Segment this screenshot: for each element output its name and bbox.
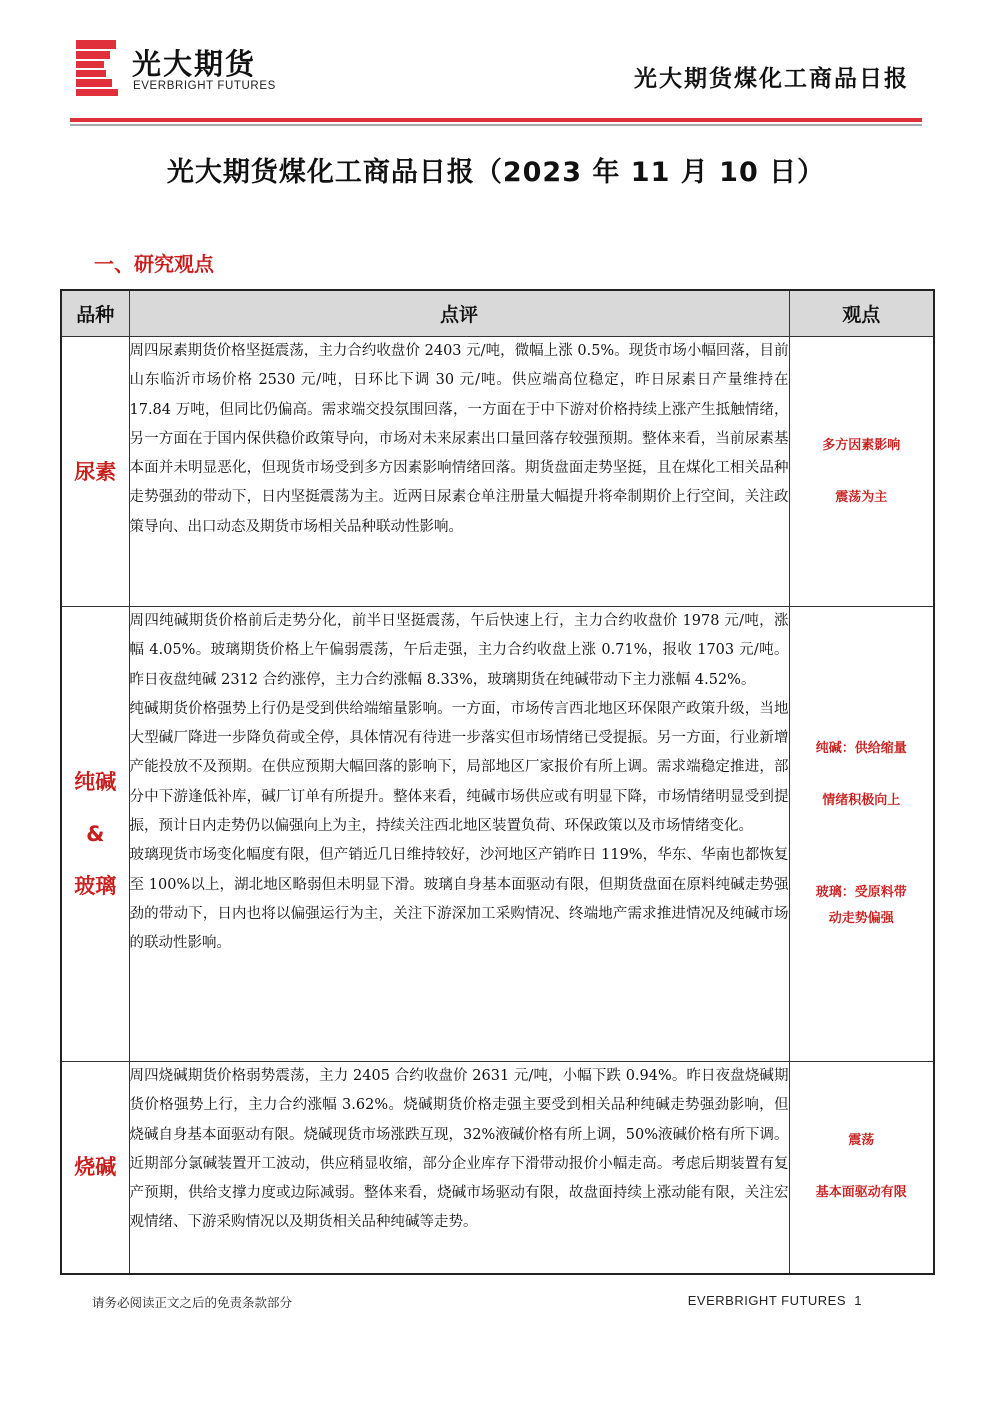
table-row-soda-glass	[61, 607, 934, 1062]
page-number: 1	[854, 1293, 862, 1308]
comment-cell	[129, 607, 789, 1062]
research-table	[60, 289, 935, 1275]
table-row-urea	[61, 337, 934, 607]
view-text: 情绪积极向上	[822, 793, 901, 808]
view-text: 震荡为主	[835, 489, 888, 505]
footer-brand	[688, 1293, 862, 1308]
everbright-logo-icon	[76, 40, 124, 96]
logo-cn-text: 光大期货	[132, 47, 257, 81]
variety-cell	[61, 337, 129, 607]
variety-label: 玻璃	[74, 874, 117, 898]
document-title: 光大期货煤化工商品日报（2023 年 11 月 10 日）	[166, 157, 826, 188]
view-text: 基本面驱动有限	[815, 1185, 907, 1201]
variety-cell	[61, 607, 129, 1062]
header-divider-gray	[70, 124, 922, 126]
view-text: 玻璃：受原料带	[815, 885, 907, 900]
logo-en-text: EVERBRIGHT FUTURES	[133, 80, 276, 92]
header-view: 观点	[789, 290, 934, 337]
header-variety: 品种	[61, 290, 129, 337]
variety-label: 尿素	[74, 459, 117, 484]
company-logo	[76, 40, 286, 96]
variety-label: 纯碱	[74, 770, 117, 794]
header-report-name: 光大期货煤化工商品日报	[634, 66, 909, 92]
view-text: 多方因素影响	[822, 437, 901, 453]
view-cell	[789, 607, 934, 1062]
view-cell	[789, 1062, 934, 1274]
table-header-row	[61, 290, 934, 337]
footer-disclaimer: 请务必阅读正文之后的免责条款部分	[92, 1295, 293, 1310]
header-comment: 点评	[129, 290, 789, 337]
header-divider-red	[70, 118, 922, 122]
view-text: 纯碱：供给缩量	[815, 741, 907, 756]
view-text: 动走势偏强	[828, 911, 894, 926]
comment-cell	[129, 1062, 789, 1274]
table-row-caustic-soda	[61, 1062, 934, 1274]
variety-label: &	[86, 822, 105, 846]
variety-cell	[61, 1062, 129, 1274]
comment-paragraph: 周四烧碱期货价格弱势震荡，主力 2405 合约收盘价 2631 元/吨，小幅下跌 0.94%。昨日夜盘烧碱期货价格强势上行，主力合约涨幅 3.62%。烧碱期货价格走强主要受到相关品种纯碱走势强劲影响，但烧碱自身基本面驱动有限。烧碱现货市场涨跌互现，32%液碱价格有所上调，50%液碱价格有所下调。近期部分氯碱装置开工波动，供应稍显收缩，部分企业库存下滑带动报价小幅走高。考虑后期装置有复产预期，供给支撑力度或边际减弱。整体来看，烧碱市场驱动有限，故盘面持续上涨动能有限，关注宏观情绪、下游采购情况以及期货相关品种纯碱等走势。	[129, 1068, 789, 1231]
section-title: 一、研究观点	[94, 252, 214, 276]
comment-paragraph: 纯碱期货价格强势上行仍是受到供给端缩量影响。一方面，市场传言西北地区环保限产政策升级，当地大型碱厂降进一步降负荷或全停，具体情况有待进一步落实但市场情绪已受提振。另一方面，行业新增产能投放不及预期。在供应预期大幅回落的影响下，局部地区厂家报价有所上调。需求端稳定推进，部分中下游逢低补库，碱厂订单有所提升。整体来看，纯碱市场供应或有明显下降，市场情绪明显受到提振，预计日内走势仍以偏强向上为主，持续关注西北地区装置负荷、环保政策以及市场情绪变化。	[129, 700, 789, 835]
comment-cell	[129, 337, 789, 607]
view-cell	[789, 337, 934, 607]
comment-paragraph: 周四纯碱期货价格前后走势分化，前半日坚挺震荡，午后快速上行，主力合约收盘价 1978 元/吨，涨幅 4.05%。玻璃期货价格上午偏弱震荡，午后走强，主力合约收盘上涨 0.71%，报收 1703 元/吨。昨日夜盘纯碱 2312 合约涨停，主力合约涨幅 8.33%，玻璃期货在纯碱带动下主力涨幅 4.52%。	[129, 613, 789, 688]
comment-paragraph: 周四尿素期货价格坚挺震荡，主力合约收盘价 2403 元/吨，微幅上涨 0.5%。现货市场小幅回落，目前山东临沂市场价格 2530 元/吨，日环比下调 30 元/吨。供应端高位稳定，昨日尿素日产量维持在 17.84 万吨，但同比仍偏高。需求端交投氛围回落，一方面在于中下游对价格持续上涨产生抵触情绪，另一方面在于国内保供稳价政策导向，市场对未来尿素出口量回落存较强预期。整体来看，当前尿素基本面并未明显恶化，但现货市场受到多方因素影响情绪回落。期货盘面走势坚挺，且在煤化工相关品种走势强劲的带动下，日内坚挺震荡为主。近两日尿素仓单注册量大幅提升将牵制期价上行空间，关注政策导向、出口动态及期货市场相关品种联动性影响。	[129, 343, 789, 535]
view-text: 震荡	[848, 1133, 875, 1149]
variety-label: 烧碱	[74, 1155, 117, 1180]
footer-brand-text: EVERBRIGHT FUTURES	[687, 1293, 847, 1308]
comment-paragraph: 玻璃现货市场变化幅度有限，但产销近几日维持较好，沙河地区产销昨日 119%，华东、华南也都恢复至 100%以上，湖北地区略弱但未明显下滑。玻璃自身基本面驱动有限，但期货盘面在原料纯碱走势强劲的带动下，日内也将以偏强运行为主，关注下游深加工采购情况、终端地产需求推进情况及纯碱市场的联动性影响。	[129, 847, 789, 952]
